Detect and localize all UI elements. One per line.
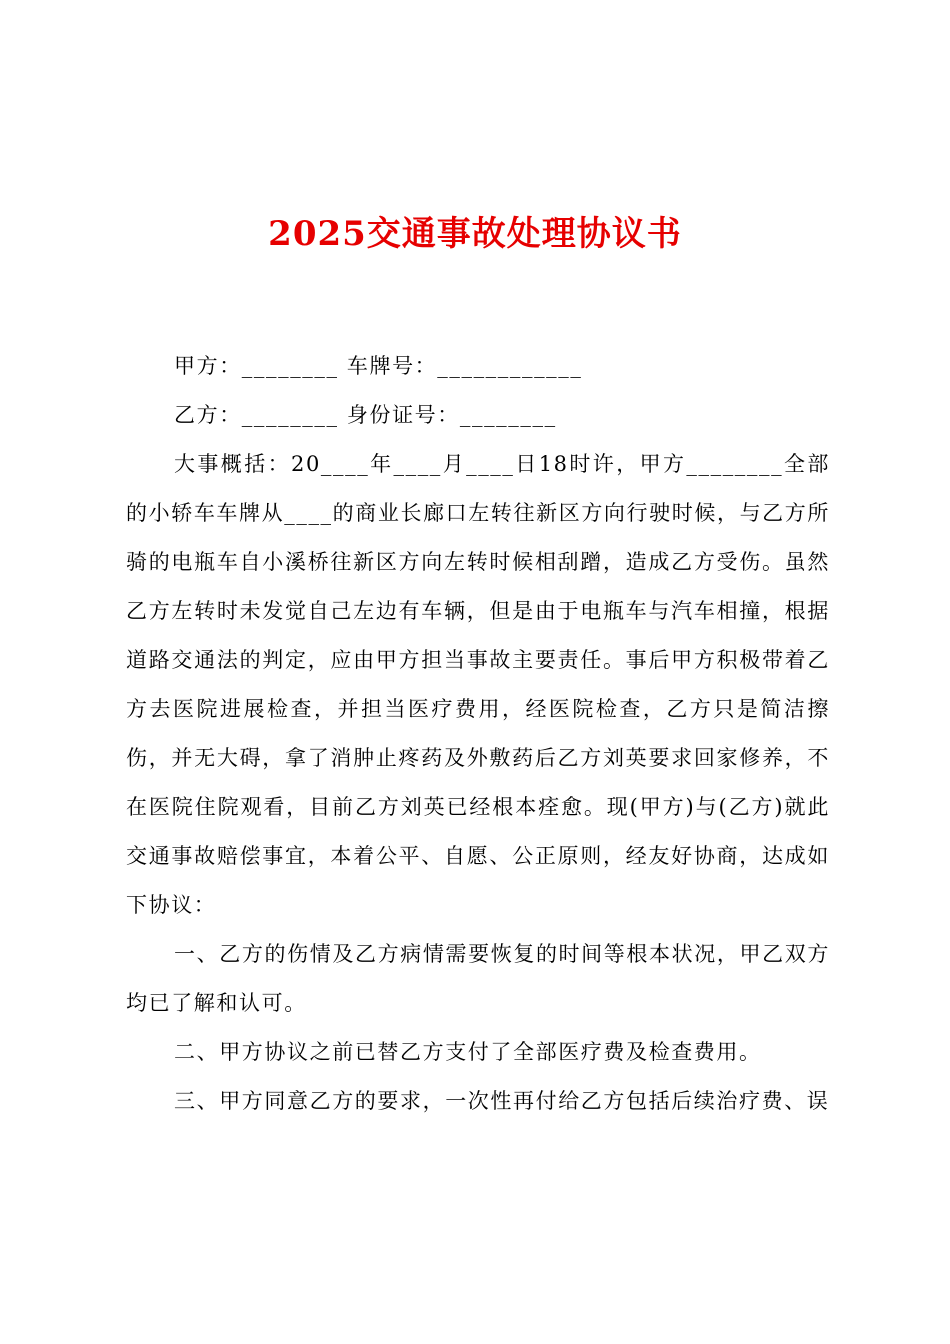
clause-two-paragraph: 二、甲方协议之前已替乙方支付了全部医疗费及检查费用。 [174,1040,762,1064]
clause-three-paragraph: 三、甲方同意乙方的要求，一次性再付给乙方包括后续治疗费、误 [174,1089,830,1113]
document-body [126,342,830,1126]
clause-one-paragraph: 一、乙方的伤情及乙方病情需要恢复的时间等根本状况，甲乙双方均已了解和认可。 [126,942,830,1015]
party-b-line: 乙方：________ 身份证号：________ [174,403,557,427]
party-a-line: 甲方：________ 车牌号：____________ [174,354,583,378]
document-title: 2025交通事故处理协议书 [268,214,682,254]
incident-summary-paragraph: 大事概括：20____年____月____日18时许，甲方________全部的小轿车车牌从____的商业长廊口左转往新区方向行驶时候，与乙方所骑的电瓶车自小溪桥往新区方向左转时候相刮蹭，造成乙方受伤。虽然乙方左转时未发觉自己左边有车辆，但是由于电瓶车与汽车相撞，根据道路交通法的判定，应由甲方担当事故主要责任。事后甲方积极带着乙方去医院进展检查，并担当医疗费用，经医院检查，乙方只是简洁擦伤，并无大碍，拿了消肿止疼药及外敷药后乙方刘英要求回家修养，不在医院住院观看，目前乙方刘英已经根本痊愈。现(甲方)与(乙方)就此交通事故赔偿事宜，本着公平、自愿、公正原则，经友好协商，达成如下协议： [126,452,830,917]
